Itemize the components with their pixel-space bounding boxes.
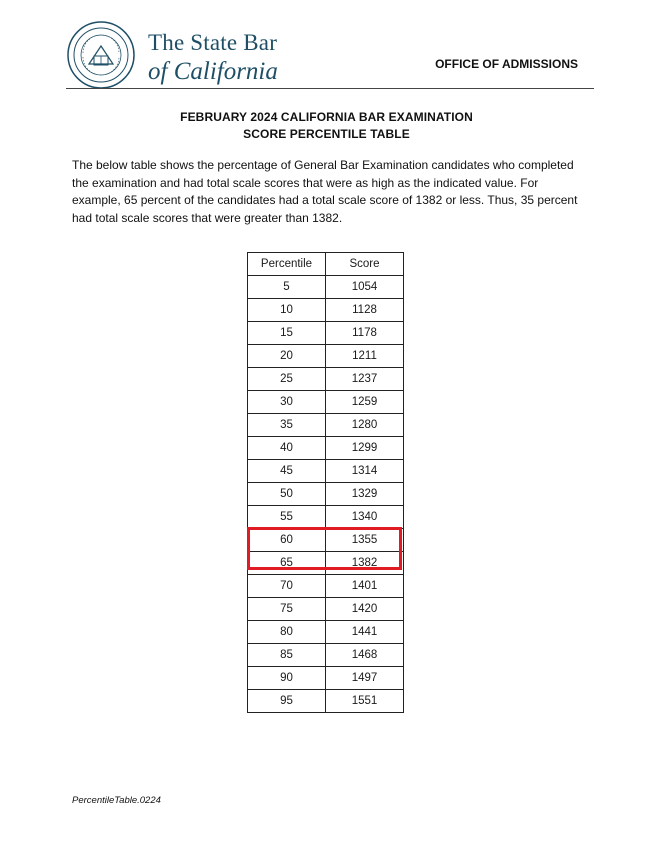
intro-line: the examination and had total scale scores that were as high as the indicated value. For [72,175,539,190]
percentile-cell: 55 [248,506,326,529]
score-cell: 1551 [326,690,404,713]
percentile-cell: 10 [248,299,326,322]
score-cell: 1314 [326,460,404,483]
score-cell: 1382 [326,552,404,575]
percentile-cell: 75 [248,598,326,621]
score-cell: 1128 [326,299,404,322]
table-row [248,644,404,667]
brand-name-line1: The State Bar [148,30,278,55]
score-cell: 1054 [326,276,404,299]
table-row [248,322,404,345]
office-label: OFFICE OF ADMISSIONS [435,57,578,71]
percentile-cell: 85 [248,644,326,667]
table-row [248,598,404,621]
percentile-cell: 95 [248,690,326,713]
percentile-cell: 25 [248,368,326,391]
percentile-table [247,252,404,713]
table-row [248,690,404,713]
table-row [248,506,404,529]
score-cell: 1211 [326,345,404,368]
percentile-cell: 65 [248,552,326,575]
score-cell: 1237 [326,368,404,391]
score-cell: 1259 [326,391,404,414]
table-row [248,391,404,414]
percentile-column-header: Percentile [248,253,326,276]
score-cell: 1441 [326,621,404,644]
percentile-cell: 45 [248,460,326,483]
score-cell: 1420 [326,598,404,621]
score-cell: 1401 [326,575,404,598]
percentile-cell: 30 [248,391,326,414]
percentile-cell: 80 [248,621,326,644]
table-row [248,414,404,437]
percentile-cell: 15 [248,322,326,345]
percentile-cell: 35 [248,414,326,437]
score-cell: 1468 [326,644,404,667]
header-divider [66,88,594,89]
table-row [248,552,404,575]
page-header [66,18,594,90]
score-cell: 1497 [326,667,404,690]
score-cell: 1178 [326,322,404,345]
intro-paragraph [72,157,592,227]
score-cell: 1340 [326,506,404,529]
brand-name-line2: of California [148,58,278,85]
table-row [248,276,404,299]
score-cell: 1329 [326,483,404,506]
table-body [248,276,404,713]
intro-line: example, 65 percent of the candidates had a total scale score of 1382 or less. Thus, 35 percent [72,193,578,207]
table-row [248,299,404,322]
table-row [248,667,404,690]
percentile-cell: 20 [248,345,326,368]
footer-label: PercentileTable.0224 [72,795,161,806]
table-row [248,368,404,391]
score-cell: 1280 [326,414,404,437]
intro-line: The below table shows the percentage of General Bar Examination candidates who completed [72,158,574,172]
table-row [248,437,404,460]
percentile-cell: 60 [248,529,326,552]
state-bar-seal-icon [66,20,136,90]
table-row [248,621,404,644]
table-row [248,575,404,598]
document-subtitle: SCORE PERCENTILE TABLE [243,127,410,141]
table-row [248,483,404,506]
table-row [248,345,404,368]
score-column-header: Score [326,253,404,276]
table-header-row [248,253,404,276]
intro-line: had total scale scores that were greater than 1382. [72,210,343,225]
percentile-cell: 90 [248,667,326,690]
score-cell: 1299 [326,437,404,460]
document-title: FEBRUARY 2024 CALIFORNIA BAR EXAMINATION [180,110,473,124]
percentile-cell: 50 [248,483,326,506]
percentile-cell: 5 [248,276,326,299]
table-row [248,460,404,483]
percentile-cell: 70 [248,575,326,598]
percentile-cell: 40 [248,437,326,460]
score-cell: 1355 [326,529,404,552]
table-row [248,529,404,552]
